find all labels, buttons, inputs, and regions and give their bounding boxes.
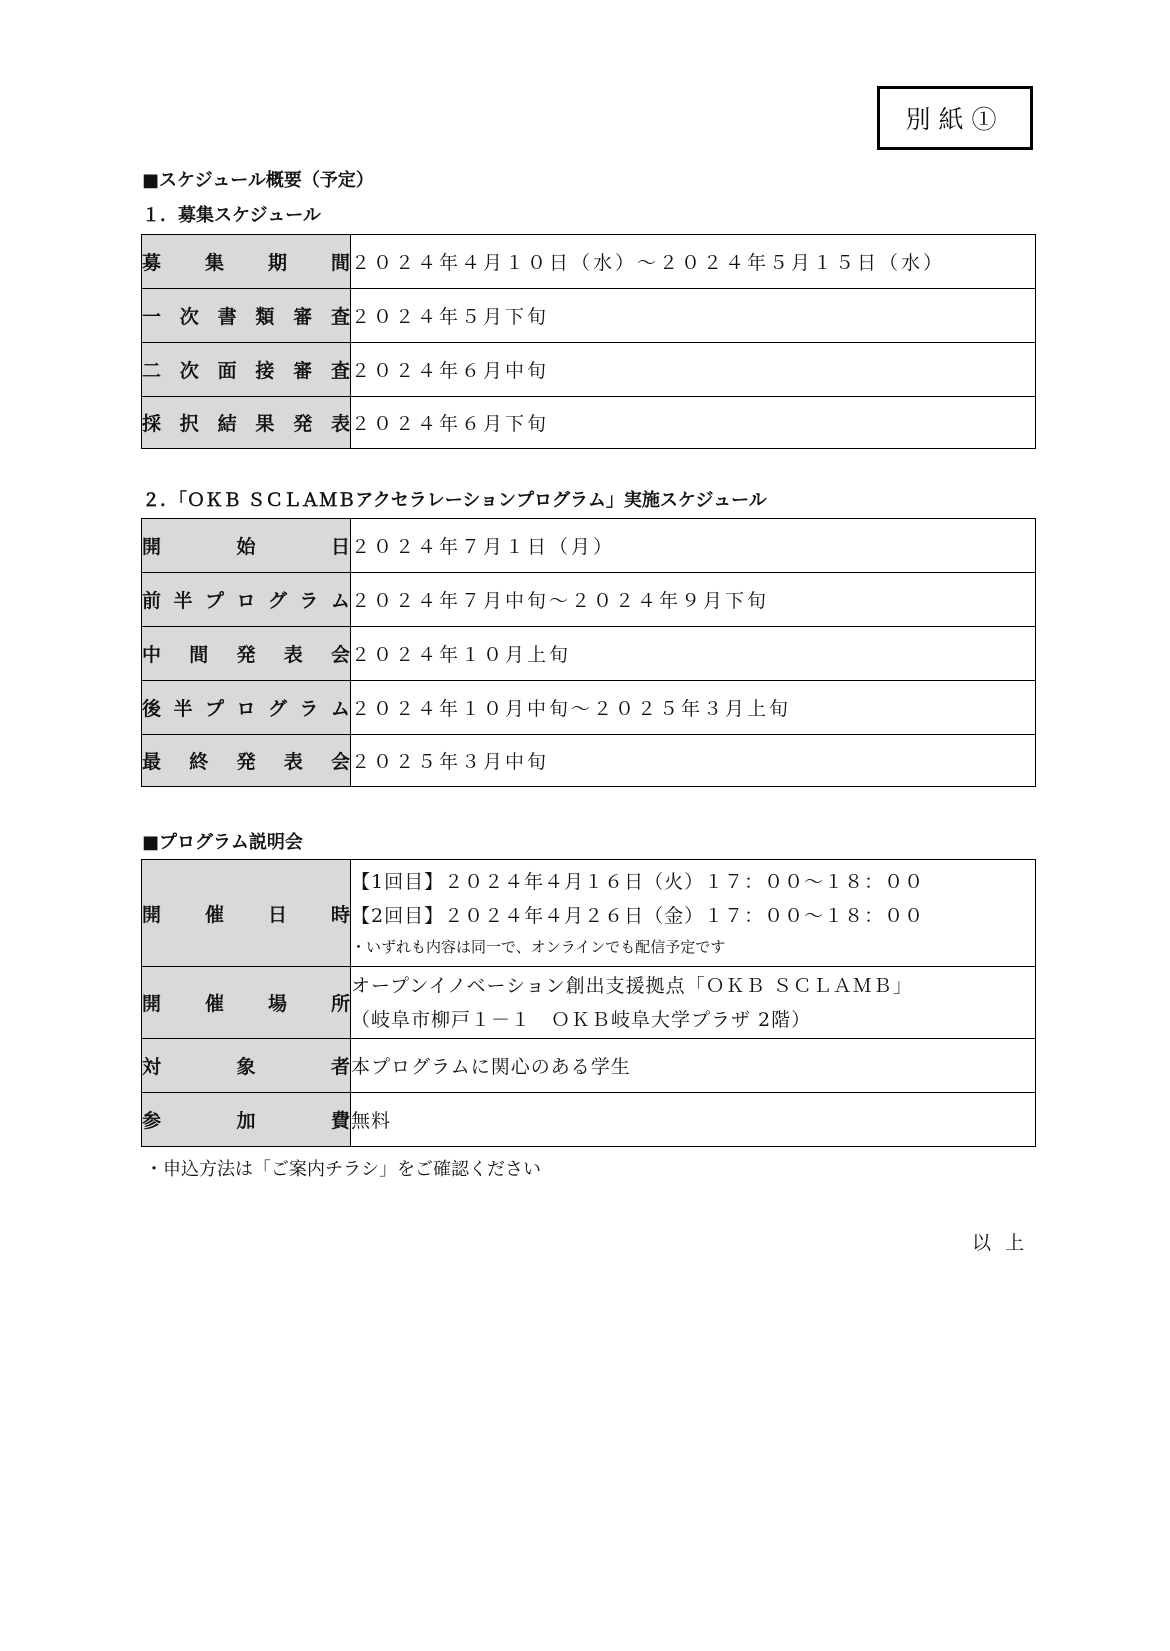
label-char: ロ (236, 698, 256, 720)
label-char: 日 (330, 536, 350, 558)
row-value: ２０２４年６月中旬 (351, 343, 1036, 397)
closing-mark: 以上 (972, 1232, 1039, 1254)
row-value: ２０２５年３月中旬 (351, 735, 1036, 787)
row-value (351, 860, 1036, 967)
label-char: 募 (142, 252, 162, 274)
label-char: 書 (217, 306, 237, 328)
label-char: 最 (142, 751, 162, 773)
briefing-table (141, 859, 1036, 1147)
table-row (142, 343, 1036, 397)
label-text (142, 586, 350, 613)
label-char: 終 (189, 751, 209, 773)
row-label (142, 735, 351, 787)
session-1-datetime: 【1回目】２０２４年４月１６日（火）１７：００～１８：００ (351, 871, 925, 893)
label-char: 表 (283, 644, 303, 666)
label-char: 二 (142, 360, 162, 382)
label-text (142, 1052, 350, 1079)
row-value: ２０２４年７月中旬～２０２４年９月下旬 (351, 573, 1036, 627)
label-char: 期 (267, 252, 287, 274)
label-char: グ (267, 590, 287, 612)
row-label (142, 235, 351, 289)
table-row (142, 1039, 1036, 1093)
label-text (142, 1106, 350, 1133)
table-row (142, 681, 1036, 735)
table-row (142, 860, 1036, 967)
row-label (142, 627, 351, 681)
table-row (142, 967, 1036, 1039)
recruitment-schedule-table (141, 234, 1036, 449)
overview-heading: ■スケジュール概要（予定） (142, 170, 374, 191)
row-label (142, 519, 351, 573)
row-value: ２０２４年６月下旬 (351, 397, 1036, 449)
label-char: ロ (236, 590, 256, 612)
label-text (142, 640, 350, 667)
label-char: 時 (330, 903, 350, 926)
program-schedule-heading: ２．「ＯＫＢ ＳＣＬＡＭＢアクセラレーションプログラム」実施スケジュール (142, 490, 767, 511)
label-char: 象 (236, 1056, 256, 1078)
label-char: 中 (142, 644, 162, 666)
table-row (142, 1093, 1036, 1147)
label-char: プ (204, 698, 224, 720)
label-char: 会 (330, 644, 350, 666)
label-char: 採 (142, 413, 162, 435)
label-char: 集 (204, 252, 224, 274)
label-char: 発 (236, 644, 256, 666)
row-label (142, 573, 351, 627)
label-text (142, 302, 350, 329)
label-char: 開 (142, 993, 162, 1015)
label-text (142, 900, 350, 927)
label-char: 一 (142, 306, 162, 328)
label-char: 果 (255, 413, 275, 435)
row-value: ２０２４年７月１日（月） (351, 519, 1036, 573)
attachment-badge: 別紙① (877, 86, 1033, 150)
label-char: 間 (330, 252, 350, 274)
label-char: 審 (293, 306, 313, 328)
label-char: 接 (255, 360, 275, 382)
label-char: 対 (142, 1056, 162, 1078)
session-2-datetime: 【2回目】２０２４年４月２６日（金）１７：００～１８：００ (351, 905, 925, 927)
label-char: 発 (236, 751, 256, 773)
label-char: 査 (330, 360, 350, 382)
row-value: ２０２４年５月下旬 (351, 289, 1036, 343)
label-char: 参 (142, 1110, 162, 1132)
label-char: 間 (189, 644, 209, 666)
label-char: 始 (236, 536, 256, 558)
label-char: ラ (299, 698, 319, 720)
label-text (142, 989, 350, 1016)
label-char: 択 (179, 413, 199, 435)
label-text (142, 532, 350, 559)
row-label (142, 289, 351, 343)
table-row (142, 627, 1036, 681)
label-char: ム (330, 698, 350, 720)
label-char: 費 (330, 1110, 350, 1132)
table-row (142, 519, 1036, 573)
label-char: 場 (267, 993, 287, 1015)
label-text (142, 747, 350, 774)
row-label (142, 397, 351, 449)
table-row (142, 289, 1036, 343)
label-char: 類 (255, 306, 275, 328)
label-char: プ (204, 590, 224, 612)
briefing-heading: ■プログラム説明会 (142, 832, 303, 853)
venue-name: オープンイノベーション創出支援拠点「ＯＫＢ ＳＣＬＡＭＢ」 (351, 974, 913, 997)
recruitment-schedule-heading: １．募集スケジュール (142, 205, 321, 226)
row-label (142, 343, 351, 397)
label-char: 次 (179, 360, 199, 382)
label-char: 者 (330, 1056, 350, 1078)
label-char: 表 (283, 751, 303, 773)
row-label (142, 681, 351, 735)
label-char: 開 (142, 903, 162, 926)
label-char: 表 (330, 413, 350, 435)
label-char: 査 (330, 306, 350, 328)
label-char: ム (330, 590, 350, 612)
table-row (142, 735, 1036, 787)
table-row (142, 235, 1036, 289)
row-value: ２０２４年１０月上旬 (351, 627, 1036, 681)
label-text (142, 409, 350, 436)
table-row (142, 397, 1036, 449)
label-char: 前 (142, 590, 162, 612)
label-char: 日 (267, 903, 287, 926)
label-char: 面 (217, 360, 237, 382)
label-char: 所 (330, 993, 350, 1015)
row-value (351, 967, 1036, 1039)
row-value: 無料 (351, 1093, 1036, 1147)
label-char: グ (267, 698, 287, 720)
label-char: 結 (217, 413, 237, 435)
label-char: 半 (173, 590, 193, 612)
label-char: 催 (204, 993, 224, 1015)
application-footnote: ・申込方法は「ご案内チラシ」をご確認ください (145, 1159, 541, 1180)
label-text (142, 694, 350, 721)
label-char: 加 (236, 1110, 256, 1132)
label-char: 後 (142, 698, 162, 720)
row-label (142, 967, 351, 1039)
venue-address: （岐阜市柳戸１－１ ＯＫＢ岐阜大学プラザ 2階） (351, 1008, 812, 1031)
row-value: ２０２４年４月１０日（水）～２０２４年５月１５日（水） (351, 235, 1036, 289)
label-text (142, 248, 350, 275)
row-value: 本プログラムに関心のある学生 (351, 1039, 1036, 1093)
row-value: ２０２４年１０月中旬～２０２５年３月上旬 (351, 681, 1036, 735)
row-label (142, 860, 351, 967)
label-char: 催 (204, 903, 224, 926)
label-char: ラ (299, 590, 319, 612)
table-row (142, 573, 1036, 627)
label-char: 発 (293, 413, 313, 435)
datetime-note: ・いずれも内容は同一で、オンラインでも配信予定です (351, 938, 726, 956)
label-char: 次 (179, 306, 199, 328)
program-schedule-table (141, 518, 1036, 787)
row-label (142, 1093, 351, 1147)
label-char: 開 (142, 536, 162, 558)
label-char: 会 (330, 751, 350, 773)
label-char: 審 (293, 360, 313, 382)
label-text (142, 356, 350, 383)
label-char: 半 (173, 698, 193, 720)
row-label (142, 1039, 351, 1093)
